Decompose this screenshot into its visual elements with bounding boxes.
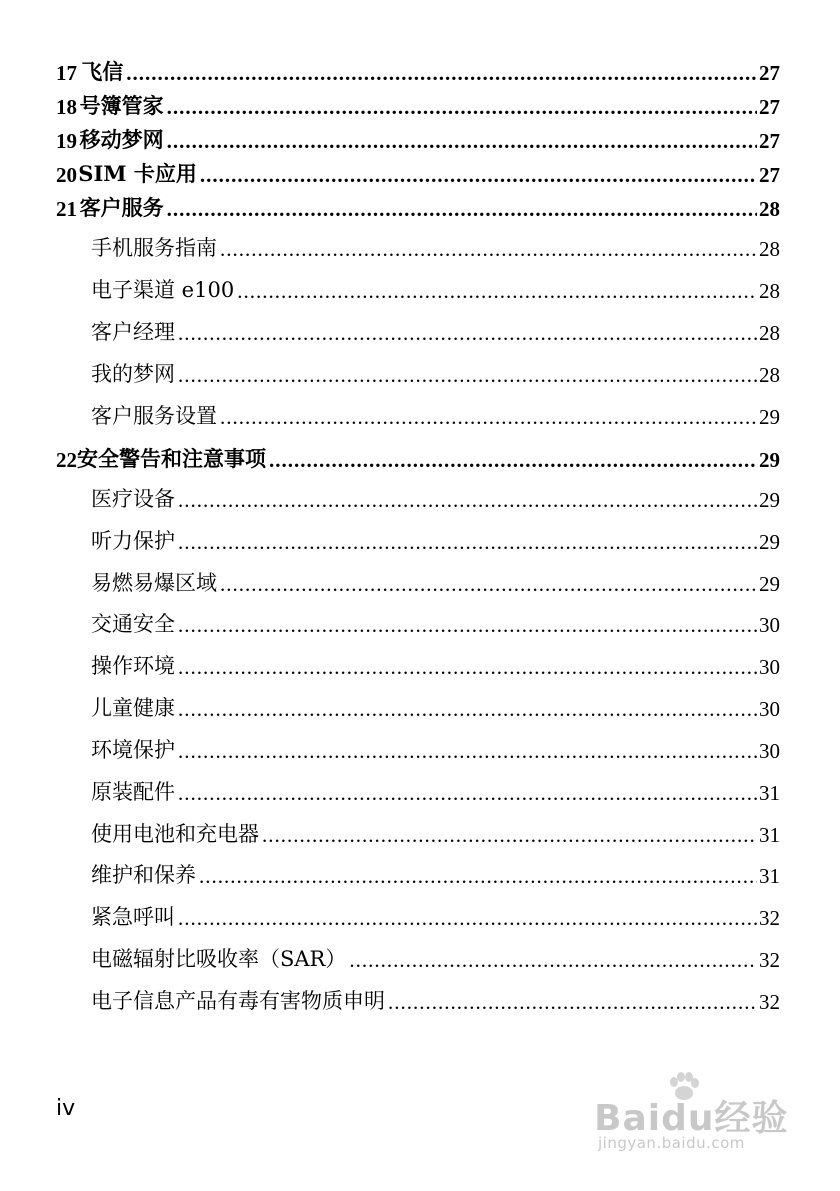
toc-subentry[interactable] [91,483,780,513]
chapter-title: 移动梦网 [79,127,164,152]
chapter-number: 17 [56,61,77,85]
dot-leader [178,321,757,346]
section-title: 电子信息产品有毒有害物质申明 [91,989,385,1013]
section-title: 客户服务设置 [91,404,217,428]
dot-leader [178,697,757,722]
page-ref: 32 [759,906,780,930]
dot-leader [220,237,757,262]
page-ref: 28 [759,279,780,303]
chapter-number: 19 [56,129,77,153]
section-title: 使用电池和充电器 [91,822,259,846]
dot-leader [167,95,757,120]
toc-entry-17[interactable] [56,56,780,86]
section-title: 电子渠道 e100 [91,278,235,302]
dot-leader [178,530,757,555]
watermark-url: jingyan.baidu.com [598,1134,745,1152]
dot-leader [167,197,757,222]
section-title: 手机服务指南 [91,236,217,260]
dot-leader [126,61,757,86]
page-ref: 29 [759,572,780,596]
page-ref: 29 [759,530,780,554]
chapter-title: 号簿管家 [79,93,164,118]
page-ref: 27 [759,61,780,85]
section-title: 客户经理 [91,320,175,344]
page-ref: 27 [759,95,780,119]
chapter-number: 22 [56,448,77,472]
toc-subentry[interactable] [91,859,780,889]
dot-leader [200,163,757,188]
toc-subentry[interactable] [91,818,780,848]
page-ref: 29 [759,488,780,512]
dot-leader [178,781,757,806]
toc-subentry[interactable] [91,316,780,346]
watermark-logo-text: Baidu经验 [594,1098,789,1139]
toc-subentry[interactable] [91,776,780,806]
dot-leader [220,572,757,597]
section-title: 紧急呼叫 [91,905,175,929]
section-title: 儿童健康 [91,696,175,720]
chapter-title: SIM 卡应用 [78,161,197,186]
page-ref: 28 [759,321,780,345]
chapter-title: 安全警告和注意事项 [77,446,266,471]
toc-subentry[interactable] [91,985,780,1015]
chapter-number: 21 [56,197,77,221]
toc-subentry[interactable] [91,567,780,597]
dot-leader [269,448,757,473]
dot-leader [178,655,757,680]
toc-subentry[interactable] [91,232,780,262]
chapter-number: 18 [56,95,77,119]
toc-entry-19[interactable] [56,124,780,154]
toc-entry-20[interactable] [56,158,780,188]
dot-leader [178,488,757,513]
page-ref: 31 [759,781,780,805]
page-ref: 30 [759,655,780,679]
page-ref: 28 [759,237,780,261]
toc-subentry[interactable] [91,901,780,931]
section-title: 原装配件 [91,780,175,804]
dot-leader [178,906,757,931]
dot-leader [262,823,757,848]
page-ref: 32 [759,948,780,972]
chapter-title: 客户服务 [79,195,164,220]
page-ref: 28 [759,197,780,221]
toc-subentry[interactable] [91,692,780,722]
toc-subentry[interactable] [91,608,780,638]
section-title: 易燃易爆区域 [91,571,217,595]
section-title: 维护和保养 [91,863,196,887]
toc-entry-18[interactable] [56,90,780,120]
toc-subentry[interactable] [91,650,780,680]
section-title: 听力保护 [91,529,175,553]
chapter-number: 20 [56,163,77,187]
page-ref: 29 [759,448,780,472]
section-title: 交通安全 [91,612,175,636]
toc-subentry[interactable] [91,943,780,973]
dot-leader [178,739,757,764]
section-title: 医疗设备 [91,487,175,511]
toc-subentry[interactable] [91,358,780,388]
section-title: 电磁辐射比吸收率（SAR） [91,947,347,971]
toc-subentry[interactable] [91,400,780,430]
page-ref: 31 [759,823,780,847]
baidu-watermark [592,1070,792,1160]
dot-leader [220,405,757,430]
toc-entry-21[interactable] [56,192,780,222]
dot-leader [199,864,757,889]
page-ref: 28 [759,363,780,387]
page-ref: 32 [759,990,780,1014]
page-ref: 31 [759,864,780,888]
chapter-title: 飞信 [81,59,124,84]
page-ref: 30 [759,697,780,721]
toc-subentry[interactable] [91,274,780,304]
section-title: 环境保护 [91,738,175,762]
page-ref: 29 [759,405,780,429]
toc-subentry[interactable] [91,734,780,764]
dot-leader [349,948,757,973]
dot-leader [178,363,757,388]
section-title: 我的梦网 [91,362,175,386]
dot-leader [167,129,757,154]
dot-leader [237,279,757,304]
page-ref: 27 [759,163,780,187]
dot-leader [178,613,757,638]
page-ref: 30 [759,739,780,763]
toc-entry-22[interactable] [56,443,780,473]
page-number: iv [56,1096,76,1121]
section-title: 操作环境 [91,654,175,678]
dot-leader [388,990,757,1015]
page-ref: 30 [759,613,780,637]
toc-subentry[interactable] [91,525,780,555]
page-ref: 27 [759,129,780,153]
